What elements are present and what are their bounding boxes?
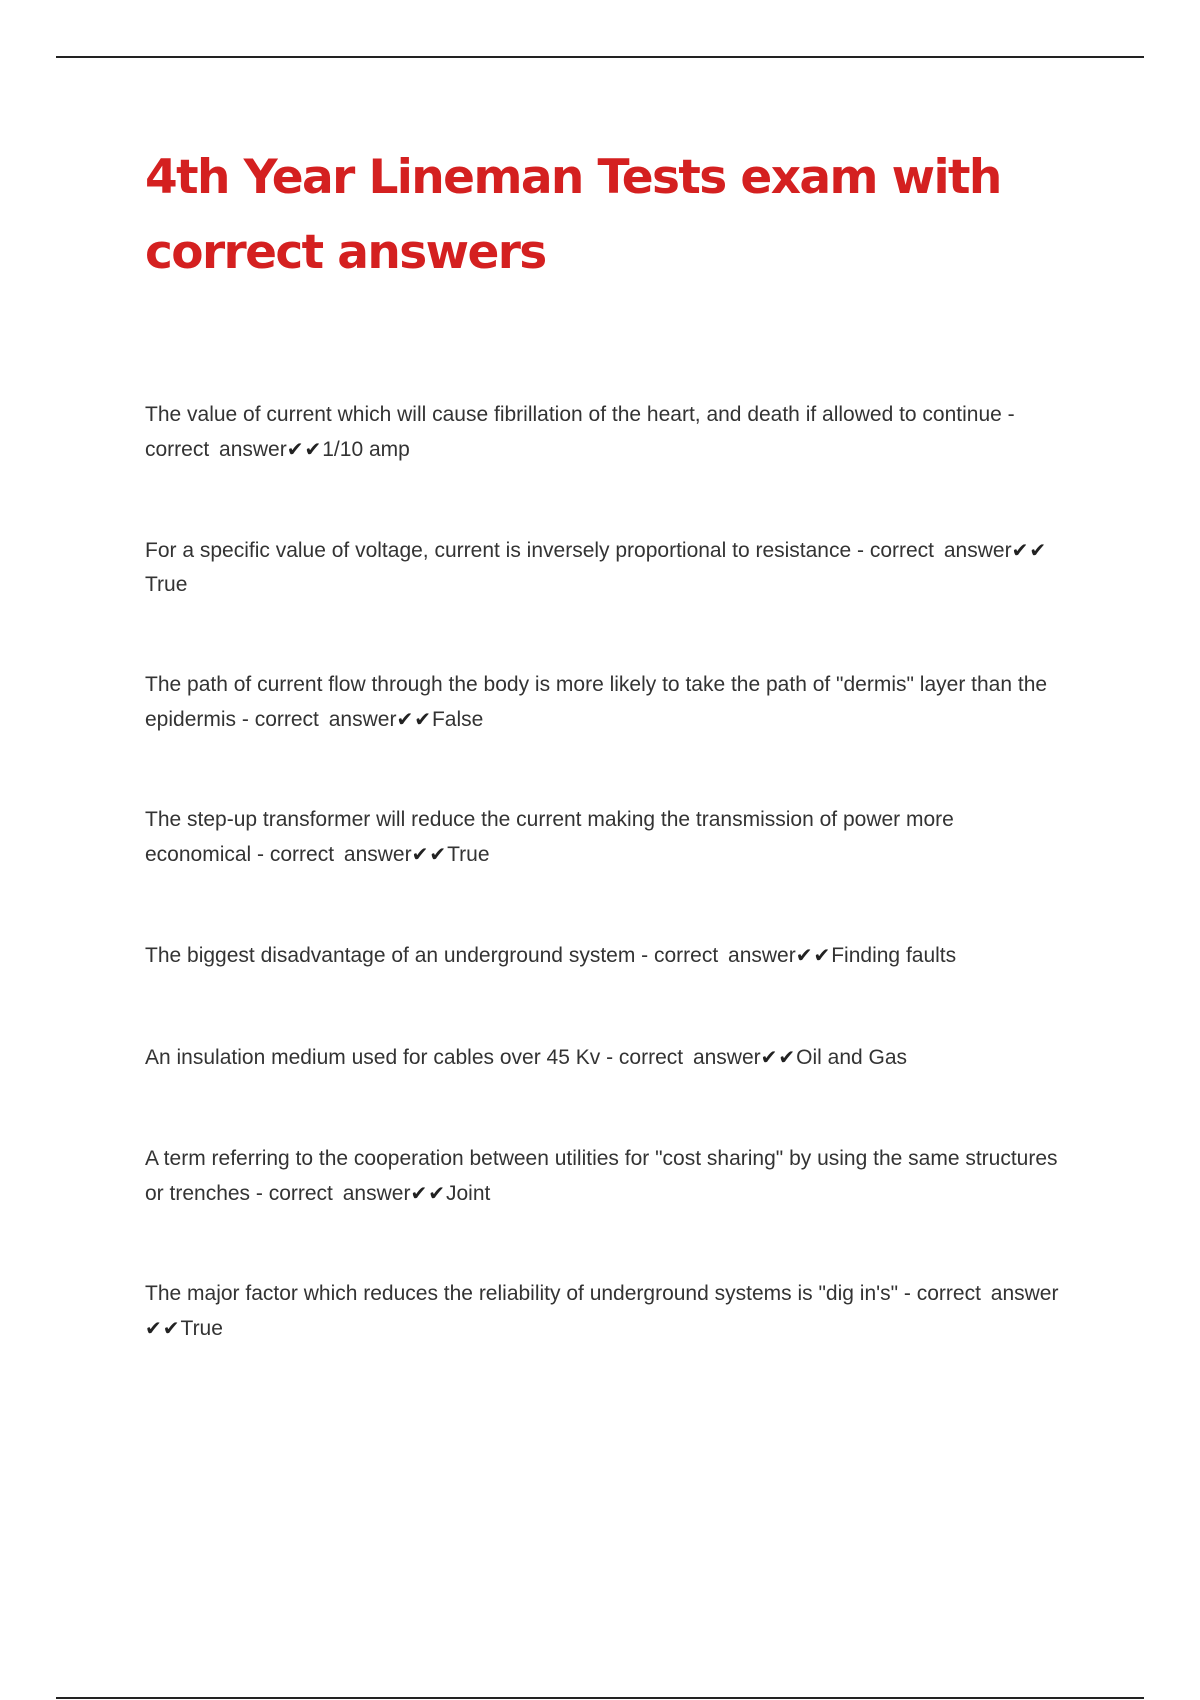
- answer-label: answer: [943, 539, 1012, 562]
- answer-label: answer: [343, 843, 412, 866]
- answer-label: answer: [728, 944, 796, 967]
- answer-label: answer: [342, 1182, 411, 1205]
- answer-label: answer: [990, 1282, 1059, 1305]
- question-list: [145, 398, 1065, 1346]
- double-check-icon: ✔✔: [396, 707, 432, 731]
- question-item: [145, 803, 1065, 872]
- answer-text: True: [145, 573, 188, 596]
- question-item: [145, 533, 1065, 602]
- double-check-icon: ✔✔: [795, 943, 832, 967]
- double-check-icon: ✔✔: [410, 1181, 446, 1205]
- answer-label: answer: [219, 438, 287, 461]
- question-text: The value of current which will cause fibrillation of the heart, and death if allowed to continue - correct: [145, 403, 1015, 461]
- question-text: The path of current flow through the body is more likely to take the path of "dermis" layer than the epidermis - correct: [145, 673, 1048, 731]
- double-check-icon: ✔✔: [145, 1316, 181, 1340]
- question-text: The step-up transformer will reduce the current making the transmission of power more economical - correct: [145, 808, 954, 866]
- answer-text: Joint: [445, 1182, 491, 1205]
- double-check-icon: ✔✔: [760, 1045, 797, 1069]
- question-item: [145, 1277, 1065, 1346]
- question-item: [145, 398, 1065, 467]
- question-item: [145, 668, 1065, 737]
- question-text: A term referring to the cooperation between utilities for "cost sharing" by using the same structures or trenches - correct: [145, 1147, 1058, 1205]
- answer-text: True: [447, 843, 490, 866]
- question-item: [145, 1040, 1065, 1075]
- bottom-rule: [56, 1697, 1144, 1699]
- double-check-icon: ✔✔: [286, 437, 323, 461]
- question-text: The major factor which reduces the reliability of underground systems is "dig in's" - correct: [145, 1282, 981, 1305]
- top-rule: [56, 56, 1144, 58]
- question-text: For a specific value of voltage, current is inversely proportional to resistance - correct: [145, 539, 935, 562]
- answer-text: True: [180, 1317, 223, 1340]
- double-check-icon: ✔✔: [1011, 538, 1048, 562]
- question-item: [145, 1142, 1065, 1211]
- answer-text: 1/10 amp: [322, 438, 410, 461]
- answer-text: Oil and Gas: [796, 1046, 908, 1069]
- answer-text: False: [431, 708, 484, 731]
- question-text: The biggest disadvantage of an underground system - correct: [145, 944, 719, 967]
- double-check-icon: ✔✔: [411, 842, 448, 866]
- answer-text: Finding faults: [831, 944, 957, 967]
- question-item: [145, 938, 1065, 973]
- document-title: 4th Year Lineman Tests exam with correct answers: [145, 150, 1001, 280]
- answer-label: answer: [328, 708, 397, 731]
- answer-label: answer: [692, 1046, 761, 1069]
- question-text: An insulation medium used for cables over 45 Kv - correct: [145, 1046, 684, 1069]
